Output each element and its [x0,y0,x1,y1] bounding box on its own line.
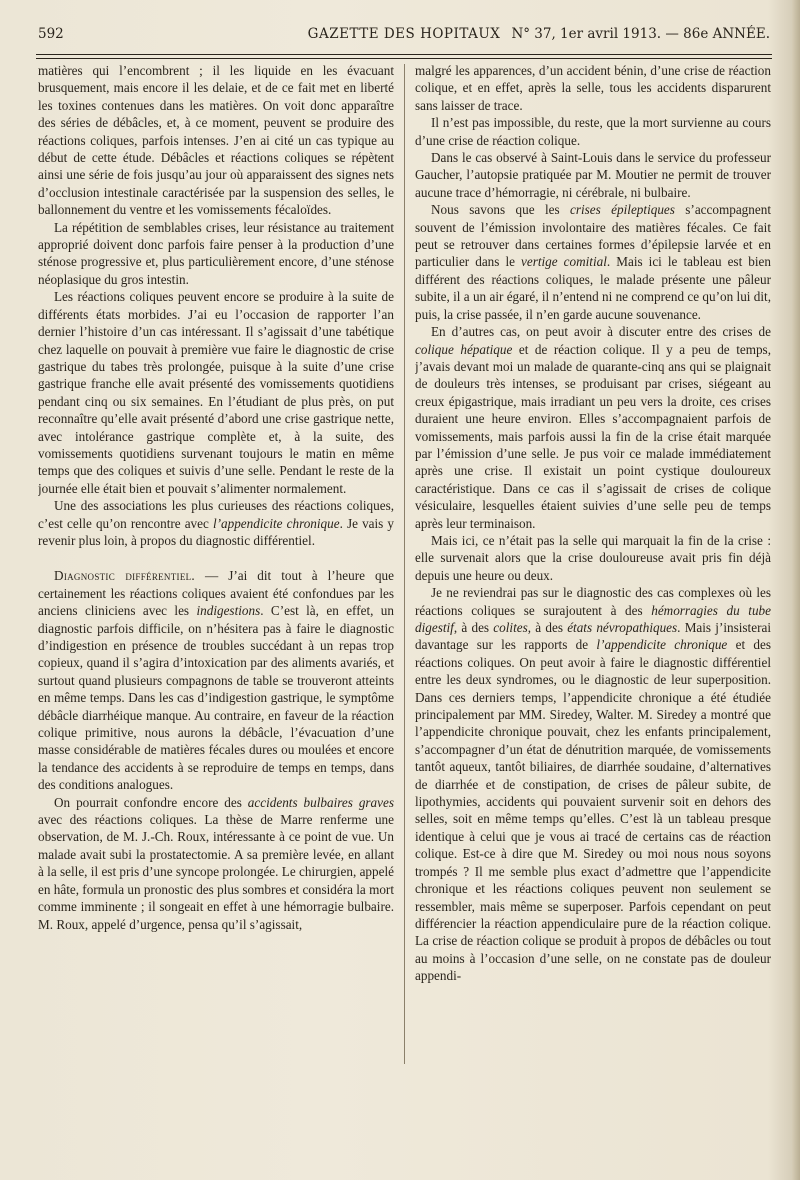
paragraph: En d’autres cas, on peut avoir à discuter entre des crises de colique hépatique et de réaction colique. Il y a peu de temps, j’avais devant moi un malade de quarante-cinq ans qui se plaignait de douleurs très intenses, se produisant par crises, siégeant au creux épigastrique, mais irradiant un peu vers la droite, ces crises duraient une heure environ. Elles s’accompagnaient parfois de vomissements, mais parfois aussi la fin de la crise était marquée par l’émission d’une selle. Je pus voir ce malade immédiatement après une crise. Il existait un point cystique douloureux caractéristique. Dans ce cas il s’agissait de crises de colique vésiculaire, lesquelles étaient suivies d’une selle peu de temps après leur terminaison. [415,324,771,531]
italic-term: hémorragies du tube digestif [415,602,771,635]
column-divider [404,64,405,1064]
header-rule-thick [36,54,772,55]
section-gap [38,549,394,567]
header-rule-thin [36,58,772,59]
italic-term: vertige comitial [521,254,607,270]
paragraph: La répétition de semblables crises, leur résistance au traitement approprié doivent donc parfois faire penser à la production d’une sténose progressive et, plus particulièrement encore, d’une sténose néoplasique du gros intestin. [38,219,394,287]
italic-term: indigestions [196,603,261,619]
italic-term: l’appendicite chronique [596,637,728,653]
left-column [38,62,394,1172]
page-number: 592 [38,26,64,42]
paragraph: matières qui l’encombrent ; il les liquide en les évacuant brusquement, mais encore il les delaie, et de ce fait met en liberté les toxines contenues dans les matières. On voit donc apparaître des séries de débâcles, et, à ce moment, peuvent se produire des réactions coliques, parfois intenses. J’en ai cité un cas typique au début de cette étude. Débâcles et réactions coliques se répètent ainsi une série de fois jusqu’au jour où apparaissent des signes nets d’occlusion intestinale caractérisée par la suspension des selles, le ballonnement du ventre et les vomissements fécaloïdes. [38,63,394,218]
right-column [415,62,771,1172]
italic-term: colites [493,620,528,635]
paragraph: Il n’est pas impossible, du reste, que la mort survienne au cours d’une crise de réaction colique. [415,115,771,148]
section-heading: Diagnostic différentiel. [54,568,196,584]
paragraph: malgré les apparences, d’un accident bénin, d’une crise de réaction colique, et en effet, après la selle, tous les accidents disparurent sans laisser de trace. [415,63,771,113]
italic-term: accidents bulbaires graves [247,794,394,810]
page-header [38,26,770,48]
paragraph: Je ne reviendrai pas sur le diagnostic des cas complexes où les réactions coliques se surajoutent à des hémorragies du tube digestif, à des colites, à des états névropathiques. Mais j’insisterai davantage sur les rapports de l’appendicite chronique et des réactions coliques. On peut avoir à faire le diagnostic différentiel entre les deux syndromes, ou le diagnostic de leur superposition. Dans ces derniers temps, l’appendicite chronique a été étudiée principalement par MM. Siredey, Walter. M. Siredey a montré que l’appendicite chronique pouvait, chez les enfants principalement, s’accompagner d’un état de dénutrition marquée, de vomissements tantôt aqueux, tantôt biliaires, de diarrhée soudaine, d’alternatives de diarrhée et de constipation, de crises de pâleur subite, de lipothymies, accidents qui pouvaient survenir soit en dehors des selles, soit en même temps qu’elles. C’est là un tableau presque identique à celui que je vous ai tracé de certains cas de réaction colique. Est-ce à dire que M. Siredey ou moi nous nous soyons trompés ? Il me semble plus exact d’admettre que l’appendicite chronique et les réactions coliques peuvent non seulement se ressembler, mais même se superposer. Parfois cependant on peut différencier la réaction appendiculaire pure de la réaction colique. La crise de réaction colique se produit à propos de débâcles ou tout au moins à l’occasion d’une selle, on ne constate pas de douleur appendi- [415,585,771,984]
italic-term: l’appendicite chronique [212,515,340,531]
section-paragraph: Diagnostic différentiel. — J’ai dit tout à l’heure que certainement les réactions coliques avaient été confondues par les anciens cliniciens avec les indigestions. C’est là, en effet, un diagnostic parfois difficile, on n’hésitera pas à faire le diagnostic d’indigestion en présence de troubles succédant à un repas trop copieux, quand il s’agira d’intoxication par des aliments avariés, et surtout quand plusieurs compagnons de table se trouveront atteints en même temps. Dans les cas d’indigestion gastrique, le symptôme débâcle diarrhéique manque. Au contraire, en faveur de la réaction colique primitive, nous aurons la débâcle, l’évacuation d’une masse considérable de matières fécales dures ou moulées et encore la tendance des accidents à se reproduire de temps en temps, dans des conditions analogues. [38,568,394,793]
paragraph: Mais ici, ce n’était pas la selle qui marquait la fin de la crise : elle survenait alors que la crise douloureuse avait pris fin déjà depuis une heure ou deux. [415,532,771,583]
italic-term: états névropathiques [567,620,678,635]
issue-info: N° 37, 1er avril 1913. — 86e ANNÉE. [511,26,770,42]
paragraph: Dans le cas observé à Saint-Louis dans le service du professeur Gaucher, l’autopsie pratiquée par M. Moutier ne permit de trouver aucune trace d’hémorragie, ni cérébrale, ni bulbaire. [415,150,771,200]
paragraph: Les réactions coliques peuvent encore se produire à la suite de différents états morbides. J’ai eu l’occasion de rapporter l’an dernier l’histoire d’un cas intéressant. Il s’agissait d’une tabétique chez laquelle on pouvait à première vue faire le diagnostic de crise gastrique du tabes très prolongée, puisque à la suite d’une crise gastrique franche elle avait présenté des vomissements quotidiens pendant cinq ou six semaines. En l’étudiant de plus près, on put reconnaître qu’elle avait présenté d’abord une crise gastrique nette, avec intolérance gastrique complète et, à la suite, des vomissements quotidiens survenant toujours le matin en même temps que des coliques et suivis d’une selle. Pendant le reste de la journée elle était bien et pouvait s’alimenter normalement. [38,289,394,496]
italic-term: colique hépatique [415,341,513,357]
paragraph: On pourrait confondre encore des accidents bulbaires graves avec des réactions coliques. La thèse de Marre renferme une observation, de M. J.-Ch. Roux, intéressante à ce point de vue. Un malade avait subi la prostatectomie. A sa première levée, en allant à la selle, il est pris d’une syncope prolongée. Le chirurgien, appelé en hâte, formula un pronostic des plus sombres et considéra la mort comme imminente ; il songeait en effet à une hémorragie bulbaire. M. Roux, appelé d’urgence, pensa qu’il s’agissait, [38,794,394,932]
paragraph: Nous savons que les crises épileptiques s’accompagnent souvent de l’émission involontaire des matières fécales. Ce fait peut se retrouver dans certaines formes d’épilepsie larvée et en particulier dans le vertige comitial. Mais ici le tableau est bien différent des réactions coliques, le malade présente une pâleur subite, il a un air égaré, il n’entend ni ne comprend ce qu’on lui dit, puis, la crise passée, il n’en garde aucune souvenance. [415,202,771,322]
page-edge-shadow [792,0,800,1180]
paragraph: Une des associations les plus curieuses des réactions coliques, c’est celle qu’on rencontre avec l’appendicite chronique. Je vais y revenir plus loin, à propos du diagnostic différentiel. [38,498,394,548]
journal-title: GAZETTE DES HOPITAUX [307,26,501,42]
italic-term: crises épileptiques [570,202,675,218]
